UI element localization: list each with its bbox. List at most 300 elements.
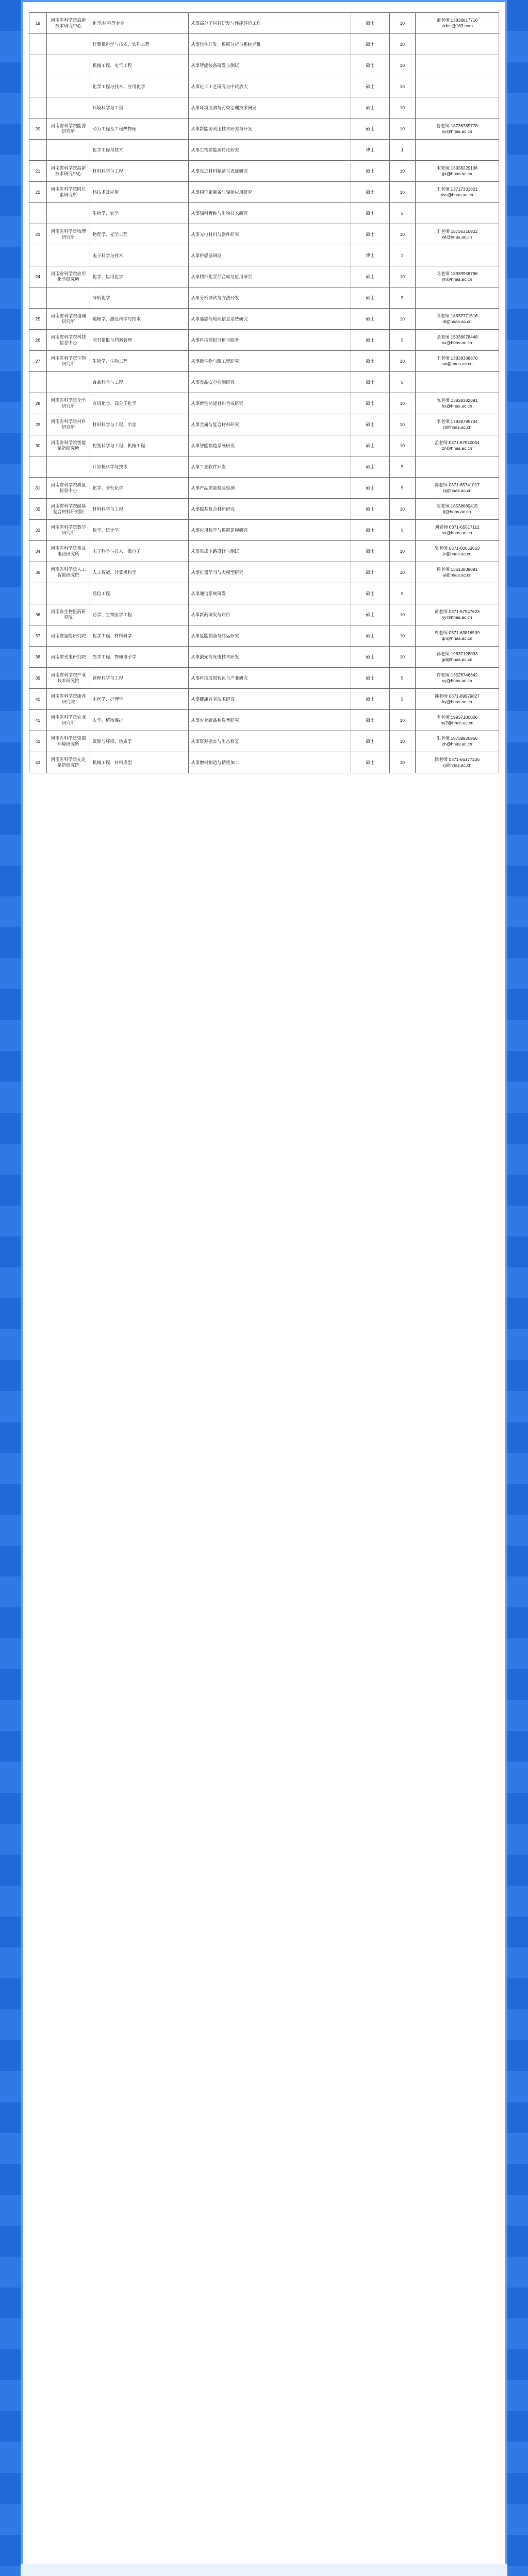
contact-person: 董老师 13838817716: [436, 18, 478, 23]
row-education: 硕士: [351, 562, 389, 583]
row-number: [29, 76, 47, 97]
row-unit: [46, 203, 90, 224]
contact-person: 李老师 19937180026: [436, 715, 478, 720]
row-education: 硕士: [351, 76, 389, 97]
contact-person: 孙老师 19637128033: [436, 651, 478, 656]
row-education: 硕士: [351, 118, 389, 140]
contact-email[interactable]: hx@hnas.ac.cn: [442, 403, 472, 409]
table-row: [29, 435, 499, 456]
row-major: 化学工程与技术、应用化学: [90, 76, 189, 97]
footer-strip: [21, 2564, 507, 2576]
row-education: 硕士: [351, 456, 389, 478]
row-headcount: 10: [389, 76, 415, 97]
contact-person: 徐老师 0371-66177226: [434, 757, 480, 762]
row-number: 31: [29, 478, 47, 499]
table-body: [29, 13, 499, 773]
table-row: [29, 118, 499, 140]
row-unit: [46, 287, 90, 309]
table-row: [29, 13, 499, 34]
row-headcount: 10: [389, 97, 415, 118]
contact-person: 许老师 13526746342: [436, 672, 478, 677]
row-contact: [415, 499, 499, 520]
row-major: 电子科学与技术、微电子: [90, 541, 189, 562]
row-unit: 河南省科学院农业研究所: [46, 710, 90, 731]
table-row: [29, 140, 499, 161]
contact-email[interactable]: jc@hnas.ac.cn: [442, 551, 472, 556]
row-education: 硕士: [351, 731, 389, 752]
row-unit: [46, 55, 90, 76]
table-row: [29, 752, 499, 773]
row-description: 从事应用数学与数据建模研究: [189, 520, 351, 541]
row-contact: [415, 625, 499, 647]
row-contact: [415, 478, 499, 499]
row-major: 药学、生物医学工程: [90, 604, 189, 625]
row-contact: [415, 372, 499, 393]
row-number: 27: [29, 351, 47, 372]
row-major: 化学、应用化学: [90, 266, 189, 287]
contact-person: 李老师 17839795744: [436, 419, 478, 424]
row-contact: [415, 224, 499, 245]
row-headcount: 10: [389, 182, 415, 203]
row-unit: 河南省光电研究院: [46, 647, 90, 668]
row-description: 从事激光与光电技术研发: [189, 647, 351, 668]
contact-email[interactable]: yy@hnas.ac.cn: [442, 615, 472, 620]
row-unit: 河南省科学院高新技术研究中心: [46, 161, 90, 182]
row-major: 机械工程、电气工程: [90, 55, 189, 76]
row-contact: [415, 541, 499, 562]
row-contact: [415, 647, 499, 668]
row-unit: 河南省科学院同位素研究所: [46, 182, 90, 203]
row-contact: [415, 140, 499, 161]
row-unit: 河南省科学院应用化学研究所: [46, 266, 90, 287]
row-number: 29: [29, 414, 47, 435]
row-number: [29, 34, 47, 55]
row-major: 图书情报与档案管理: [90, 330, 189, 351]
row-headcount: 5: [389, 330, 415, 351]
row-major: 食品科学与工程: [90, 372, 189, 393]
row-contact: [415, 118, 499, 140]
row-description: 从事机器学习与大模型研究: [189, 562, 351, 583]
row-headcount: 10: [389, 161, 415, 182]
row-headcount: 10: [389, 393, 415, 414]
contact-email[interactable]: cl@hnas.ac.cn: [442, 425, 472, 430]
row-contact: [415, 689, 499, 710]
row-contact: [415, 55, 499, 76]
row-major: 数学、统计学: [90, 520, 189, 541]
row-education: 硕士: [351, 34, 389, 55]
row-education: 硕士: [351, 689, 389, 710]
row-unit: 河南省科学院产业技术研究院: [46, 668, 90, 689]
row-headcount: 10: [389, 647, 415, 668]
row-unit: 河南省生物医药研究院: [46, 604, 90, 625]
row-description: 从事环境监测与污染治理技术研发: [189, 97, 351, 118]
row-education: 硕士: [351, 414, 389, 435]
row-education: 博士: [351, 140, 389, 161]
row-unit: [46, 34, 90, 55]
contact-person: 杨老师 13613809891: [436, 567, 478, 572]
contact-person: 刘老师 0371-65517112: [434, 524, 480, 530]
row-education: 硕士: [351, 224, 389, 245]
row-unit: [46, 456, 90, 478]
row-number: [29, 583, 47, 604]
contact-person: 孟老师 0371-67940054: [434, 440, 480, 445]
row-headcount: 10: [389, 752, 415, 773]
row-contact: [415, 13, 499, 34]
row-education: 硕士: [351, 520, 389, 541]
row-unit: 河南省科学院物理研究所: [46, 224, 90, 245]
row-number: [29, 140, 47, 161]
row-contact: [415, 393, 499, 414]
row-number: 39: [29, 668, 47, 689]
row-major: 材料科学与工程: [90, 499, 189, 520]
row-major: 计算机科学与技术、软件工程: [90, 34, 189, 55]
row-education: 硕士: [351, 583, 389, 604]
row-number: 20: [29, 118, 47, 140]
row-number: [29, 97, 47, 118]
row-major: 化学、分析化学: [90, 478, 189, 499]
row-number: 21: [29, 161, 47, 182]
row-description: 从事氢能制备与储运研究: [189, 625, 351, 647]
row-number: 26: [29, 330, 47, 351]
row-major: 资源与环境、地质学: [90, 731, 189, 752]
row-headcount: 5: [389, 583, 415, 604]
row-headcount: 10: [389, 224, 415, 245]
contact-email[interactable]: tws@hnas.ac.cn: [441, 192, 473, 197]
row-headcount: 10: [389, 118, 415, 140]
contact-email[interactable]: zkhtc@163.com: [441, 23, 473, 28]
row-education: 硕士: [351, 752, 389, 773]
row-contact: [415, 266, 499, 287]
row-contact: [415, 34, 499, 55]
contact-person: 宋老师 13938229136: [436, 165, 478, 171]
row-headcount: 10: [389, 414, 415, 435]
contact-email[interactable]: sw@hnas.ac.cn: [441, 361, 473, 366]
row-major: 动力工程及工程热物理: [90, 118, 189, 140]
row-headcount: 10: [389, 266, 415, 287]
right-border-decoration: [507, 0, 528, 2576]
row-education: 硕士: [351, 710, 389, 731]
row-major: 化学工程与技术: [90, 140, 189, 161]
row-headcount: 10: [389, 604, 415, 625]
row-headcount: 1: [389, 140, 415, 161]
table-row: [29, 520, 499, 541]
row-contact: [415, 414, 499, 435]
row-number: 32: [29, 499, 47, 520]
row-major: 化学/材料等专业: [90, 13, 189, 34]
row-contact: [415, 752, 499, 773]
row-contact: [415, 583, 499, 604]
row-education: 硕士: [351, 13, 389, 34]
row-description: 从事遥感与地理信息系统研究: [189, 309, 351, 330]
row-education: 硕士: [351, 668, 389, 689]
contact-email[interactable]: cy@hnas.ac.cn: [442, 678, 472, 683]
table-row: [29, 34, 499, 55]
row-major: 核技术及应用: [90, 182, 189, 203]
row-unit: 河南省科学院生物研究所: [46, 351, 90, 372]
table-row: [29, 245, 499, 266]
row-unit: 河南省科学院地理研究所: [46, 309, 90, 330]
row-unit: 河南省科学院集成电路研究所: [46, 541, 90, 562]
row-description: 从事光电材料与器件研究: [189, 224, 351, 245]
contact-person: 龙老师 18939958796: [436, 271, 478, 276]
row-contact: [415, 731, 499, 752]
contact-person: 赵老师 18538089415: [436, 503, 478, 509]
row-education: 硕士: [351, 161, 389, 182]
row-education: 硕士: [351, 97, 389, 118]
contact-person: 黄老师 0371-67947623: [434, 609, 480, 614]
row-number: 42: [29, 731, 47, 752]
table-row: [29, 541, 499, 562]
row-education: 硕士: [351, 351, 389, 372]
row-unit: 河南省科学院高新技术研究中心: [46, 13, 90, 34]
row-unit: 河南省科学院科技信息中心: [46, 330, 90, 351]
row-education: 硕士: [351, 435, 389, 456]
row-education: 硕士: [351, 203, 389, 224]
contact-email[interactable]: ky@hnas.ac.cn: [442, 699, 472, 704]
row-number: 40: [29, 689, 47, 710]
row-description: 从事工业软件开发: [189, 456, 351, 478]
row-major: 机械工程、材料成型: [90, 752, 189, 773]
row-major: 控制科学与工程、机械工程: [90, 435, 189, 456]
table-row: [29, 414, 499, 435]
row-contact: [415, 351, 499, 372]
row-headcount: 10: [389, 351, 415, 372]
row-description: 从事智能装备研发与测试: [189, 55, 351, 76]
table-row: [29, 287, 499, 309]
row-description: 从事智能制造系统研发: [189, 435, 351, 456]
table-row: [29, 330, 499, 351]
contact-person: 郭老师 0371-65741017: [434, 482, 480, 487]
row-number: 22: [29, 182, 47, 203]
row-education: 硕士: [351, 309, 389, 330]
table-row: [29, 668, 499, 689]
row-headcount: 10: [389, 13, 415, 34]
row-number: 23: [29, 224, 47, 245]
contact-email[interactable]: gx@hnas.ac.cn: [442, 171, 472, 176]
row-major: 通信工程: [90, 583, 189, 604]
table-row: [29, 76, 499, 97]
table-row: [29, 710, 499, 731]
row-number: 30: [29, 435, 47, 456]
row-headcount: 10: [389, 731, 415, 752]
row-unit: 河南省科学院智能制造研究所: [46, 435, 90, 456]
row-major: 生物学、生物工程: [90, 351, 189, 372]
row-unit: [46, 372, 90, 393]
row-unit: [46, 97, 90, 118]
row-description: 从事集成电路设计与测试: [189, 541, 351, 562]
table-row: [29, 393, 499, 414]
row-description: 从事新药研发与评价: [189, 604, 351, 625]
table-row: [29, 203, 499, 224]
row-contact: [415, 456, 499, 478]
row-major: 中医学、护理学: [90, 689, 189, 710]
row-education: 硕士: [351, 625, 389, 647]
row-description: 从事资源勘查与生态修复: [189, 731, 351, 752]
contact-email[interactable]: zn@hnas.ac.cn: [442, 446, 472, 451]
contact-email[interactable]: sx@hnas.ac.cn: [442, 530, 472, 535]
row-unit: 河南省科学院材料研究所: [46, 414, 90, 435]
row-contact: [415, 710, 499, 731]
table-row: [29, 647, 499, 668]
row-unit: [46, 583, 90, 604]
contact-email[interactable]: tj@hnas.ac.cn: [443, 509, 471, 514]
row-education: 硕士: [351, 604, 389, 625]
contact-email[interactable]: xj@hnas.ac.cn: [442, 762, 472, 768]
row-major: 化学工程、材料科学: [90, 625, 189, 647]
contact-person: 高老师 18637771516: [436, 313, 478, 318]
table-row: [29, 266, 499, 287]
row-major: 人工智能、计算机科学: [90, 562, 189, 583]
left-border-decoration: [0, 0, 21, 2576]
table-row: [29, 309, 499, 330]
row-education: 硕士: [351, 647, 389, 668]
table-row: [29, 583, 499, 604]
contact-email[interactable]: zj@hnas.ac.cn: [442, 488, 472, 493]
row-contact: [415, 161, 499, 182]
row-number: 41: [29, 710, 47, 731]
table-row: [29, 372, 499, 393]
contact-email[interactable]: yh@hnas.ac.cn: [442, 277, 472, 282]
row-unit: 河南省科学院先进制造研究院: [46, 752, 90, 773]
row-education: 硕士: [351, 330, 389, 351]
row-education: 硕士: [351, 287, 389, 309]
row-description: 从事传感器研发: [189, 245, 351, 266]
contact-email[interactable]: wl@hnas.ac.cn: [442, 234, 472, 240]
row-education: 硕士: [351, 478, 389, 499]
row-headcount: 10: [389, 435, 415, 456]
row-headcount: 10: [389, 562, 415, 583]
row-description: 从事高分子材料研发与性能评价工作: [189, 13, 351, 34]
row-number: 35: [29, 562, 47, 583]
row-headcount: 10: [389, 541, 415, 562]
row-major: 计算机科学与技术: [90, 456, 189, 478]
row-headcount: 5: [389, 689, 415, 710]
row-contact: [415, 668, 499, 689]
row-number: 36: [29, 604, 47, 625]
row-major: 地理学、测绘科学与技术: [90, 309, 189, 330]
table-row: [29, 625, 499, 647]
row-description: 从事科技情报分析与服务: [189, 330, 351, 351]
contact-email[interactable]: ai@hnas.ac.cn: [442, 572, 472, 578]
row-headcount: 5: [389, 668, 415, 689]
row-education: 硕士: [351, 541, 389, 562]
row-contact: [415, 604, 499, 625]
contact-person: 陈老师 13838382891: [436, 398, 478, 403]
contact-email[interactable]: xx@hnas.ac.cn: [442, 340, 472, 345]
row-unit: 河南省科学院化学研究所: [46, 393, 90, 414]
contact-person: 王老师 13838388878: [436, 355, 478, 361]
row-description: 从事增材制造与精密加工: [189, 752, 351, 773]
row-major: 分析化学: [90, 287, 189, 309]
row-headcount: 5: [389, 287, 415, 309]
row-number: 34: [29, 541, 47, 562]
row-headcount: 10: [389, 625, 415, 647]
contact-person: 张老师 15036078448: [436, 334, 478, 340]
contact-person: 周老师 0371-63816509: [434, 630, 480, 635]
row-number: [29, 287, 47, 309]
row-headcount: 5: [389, 456, 415, 478]
row-unit: 河南省科学院资源环境研究所: [46, 731, 90, 752]
row-description: 从事生物质能源转化研究: [189, 140, 351, 161]
row-description: 从事精细化学品合成与应用研究: [189, 266, 351, 287]
row-headcount: 10: [389, 309, 415, 330]
row-education: 硕士: [351, 393, 389, 414]
row-unit: 河南省科学院人工智能研究院: [46, 562, 90, 583]
table-row: [29, 731, 499, 752]
row-unit: 河南省科学院能源研究所: [46, 118, 90, 140]
row-number: [29, 456, 47, 478]
table-row: [29, 55, 499, 76]
table-row: [29, 604, 499, 625]
row-major: 光学工程、物理电子学: [90, 647, 189, 668]
row-description: 从事同位素制备与辐射应用研究: [189, 182, 351, 203]
row-unit: [46, 76, 90, 97]
contact-email[interactable]: qn@hnas.ac.cn: [441, 636, 472, 641]
table-row: [29, 224, 499, 245]
row-headcount: 10: [389, 34, 415, 55]
table-row: [29, 562, 499, 583]
contact-person: 朱老师 18739926966: [436, 736, 478, 741]
contact-person: 王老师 13717381821: [436, 187, 478, 192]
row-headcount: 5: [389, 372, 415, 393]
row-contact: [415, 97, 499, 118]
table-row: [29, 456, 499, 478]
recruitment-table: [29, 12, 499, 773]
row-education: 硕士: [351, 372, 389, 393]
table-row: [29, 97, 499, 118]
row-education: 硕士: [351, 55, 389, 76]
row-unit: 河南省科学院数学研究所: [46, 520, 90, 541]
row-contact: [415, 76, 499, 97]
row-number: 33: [29, 520, 47, 541]
row-unit: [46, 245, 90, 266]
row-contact: [415, 203, 499, 224]
row-description: 从事辐射育种与生物技术研究: [189, 203, 351, 224]
row-number: [29, 203, 47, 224]
row-description: 从事科技成果转化与产业研究: [189, 668, 351, 689]
row-unit: 河南省科学院碳基复合材料研究院: [46, 499, 90, 520]
row-description: 从事食品安全检测研究: [189, 372, 351, 393]
row-number: 38: [29, 647, 47, 668]
row-number: 28: [29, 393, 47, 414]
row-major: 电子科学与技术: [90, 245, 189, 266]
row-description: 从事软件开发、数据分析与系统运维: [189, 34, 351, 55]
table-row: [29, 478, 499, 499]
contact-email[interactable]: dl@hnas.ac.cn: [442, 319, 472, 324]
row-contact: [415, 245, 499, 266]
row-number: 25: [29, 309, 47, 330]
row-major: 生物学、农学: [90, 203, 189, 224]
contact-email[interactable]: ny@hnas.ac.cn: [442, 129, 472, 134]
row-education: 硕士: [351, 499, 389, 520]
row-headcount: 5: [389, 520, 415, 541]
row-unit: [46, 140, 90, 161]
contact-email[interactable]: gd@hnas.ac.cn: [441, 657, 472, 662]
table-row: [29, 161, 499, 182]
table-row: [29, 351, 499, 372]
row-description: 从事农业新品种选育研究: [189, 710, 351, 731]
row-unit: 河南省科学院康养研究院: [46, 689, 90, 710]
contact-person: 曹老师 18736785778: [436, 123, 478, 128]
table-row: [29, 182, 499, 203]
contact-email[interactable]: zh@hnas.ac.cn: [442, 741, 472, 747]
row-headcount: 10: [389, 499, 415, 520]
row-description: 从事分析测试与方法开发: [189, 287, 351, 309]
row-number: 24: [29, 266, 47, 287]
contact-email[interactable]: ny2@hnas.ac.cn: [440, 720, 474, 725]
row-major: 有机化学、高分子化学: [90, 393, 189, 414]
row-description: 从事微生物与酶工程研究: [189, 351, 351, 372]
